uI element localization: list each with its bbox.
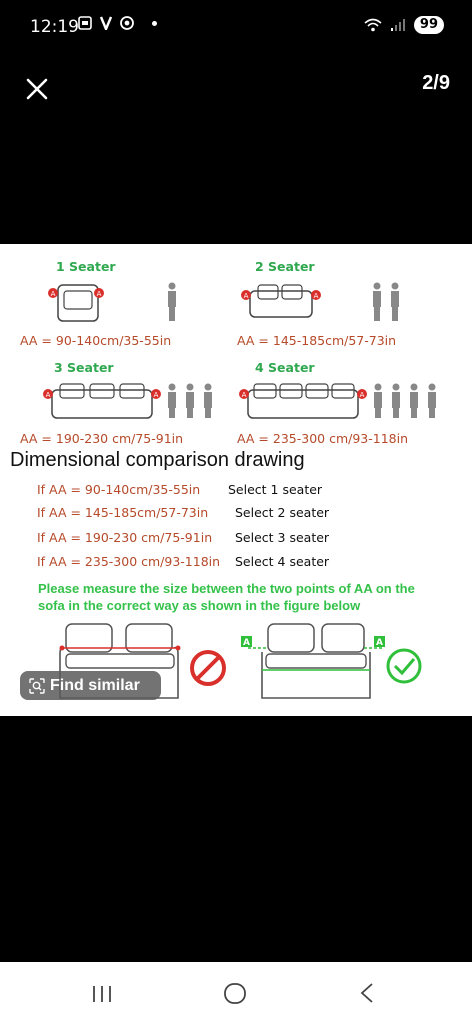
back-button[interactable] bbox=[348, 978, 388, 1008]
close-button[interactable] bbox=[22, 74, 52, 104]
aa-range-3-seater: AA = 190-230 cm/75-91in bbox=[20, 431, 184, 446]
sofa-2-seater-illustration bbox=[240, 277, 420, 327]
label-3-seater: 3 Seater bbox=[54, 360, 114, 375]
image-counter: 2/9 bbox=[422, 72, 450, 94]
chrome-icon bbox=[120, 16, 134, 30]
wifi-icon bbox=[364, 18, 382, 32]
marker-a-right: A bbox=[376, 638, 383, 648]
rule-condition-1: If AA = 90-140cm/35-55in bbox=[37, 482, 201, 497]
comparison-title: Dimensional comparison drawing bbox=[10, 449, 305, 471]
rule-select-3: Select 3 seater bbox=[235, 530, 330, 545]
measure-note: Please measure the size between the two points of AA on the sofa in the correct way as shown in the figure below bbox=[38, 581, 415, 613]
rule-condition-2: If AA = 145-185cm/57-73in bbox=[37, 505, 209, 520]
rule-condition-4: If AA = 235-300 cm/93-118in bbox=[37, 554, 221, 569]
status-right bbox=[364, 16, 444, 34]
back-icon bbox=[348, 978, 388, 1008]
v-icon bbox=[100, 16, 112, 30]
svg-text:A: A bbox=[359, 391, 365, 399]
aa-range-2-seater: AA = 145-185cm/57-73in bbox=[237, 333, 397, 348]
svg-text:A: A bbox=[241, 391, 247, 399]
notification-dot bbox=[152, 21, 157, 26]
product-image[interactable] bbox=[0, 244, 472, 716]
status-bar bbox=[0, 0, 472, 56]
label-2-seater: 2 Seater bbox=[255, 259, 315, 274]
find-similar-button[interactable] bbox=[20, 671, 161, 700]
sofa-3-seater-illustration bbox=[40, 378, 220, 428]
status-time: 12:19 bbox=[30, 17, 79, 37]
sofa-1-seater-illustration bbox=[46, 277, 206, 327]
close-icon bbox=[22, 74, 52, 104]
label-4-seater: 4 Seater bbox=[255, 360, 315, 375]
recent-apps-icon bbox=[82, 978, 122, 1008]
home-button[interactable] bbox=[215, 978, 255, 1008]
marker-a-left: A bbox=[243, 638, 250, 648]
svg-text:A: A bbox=[45, 391, 51, 399]
battery-indicator: 99 bbox=[414, 16, 444, 34]
sofa-correct-measurement bbox=[238, 618, 428, 704]
recent-apps-button[interactable] bbox=[82, 978, 122, 1008]
find-similar-label: Find similar bbox=[50, 676, 140, 694]
navigation-bar bbox=[0, 962, 472, 1024]
rule-select-1: Select 1 seater bbox=[228, 482, 323, 497]
lens-search-icon bbox=[28, 677, 46, 695]
aa-range-4-seater: AA = 235-300 cm/93-118in bbox=[237, 431, 409, 446]
status-icons bbox=[78, 16, 157, 30]
home-icon bbox=[215, 978, 255, 1008]
screenshot-icon bbox=[78, 16, 92, 30]
aa-range-1-seater: AA = 90-140cm/35-55in bbox=[20, 333, 172, 348]
sofa-4-seater-illustration bbox=[236, 378, 446, 428]
svg-text:A: A bbox=[96, 290, 102, 298]
svg-text:A: A bbox=[313, 292, 319, 300]
rule-select-4: Select 4 seater bbox=[235, 554, 330, 569]
svg-text:A: A bbox=[50, 290, 56, 298]
rule-select-2: Select 2 seater bbox=[235, 505, 330, 520]
svg-text:A: A bbox=[153, 391, 159, 399]
svg-text:A: A bbox=[243, 292, 249, 300]
rule-condition-3: If AA = 190-230 cm/75-91in bbox=[37, 530, 213, 545]
signal-icon bbox=[390, 18, 406, 32]
label-1-seater: 1 Seater bbox=[56, 259, 116, 274]
